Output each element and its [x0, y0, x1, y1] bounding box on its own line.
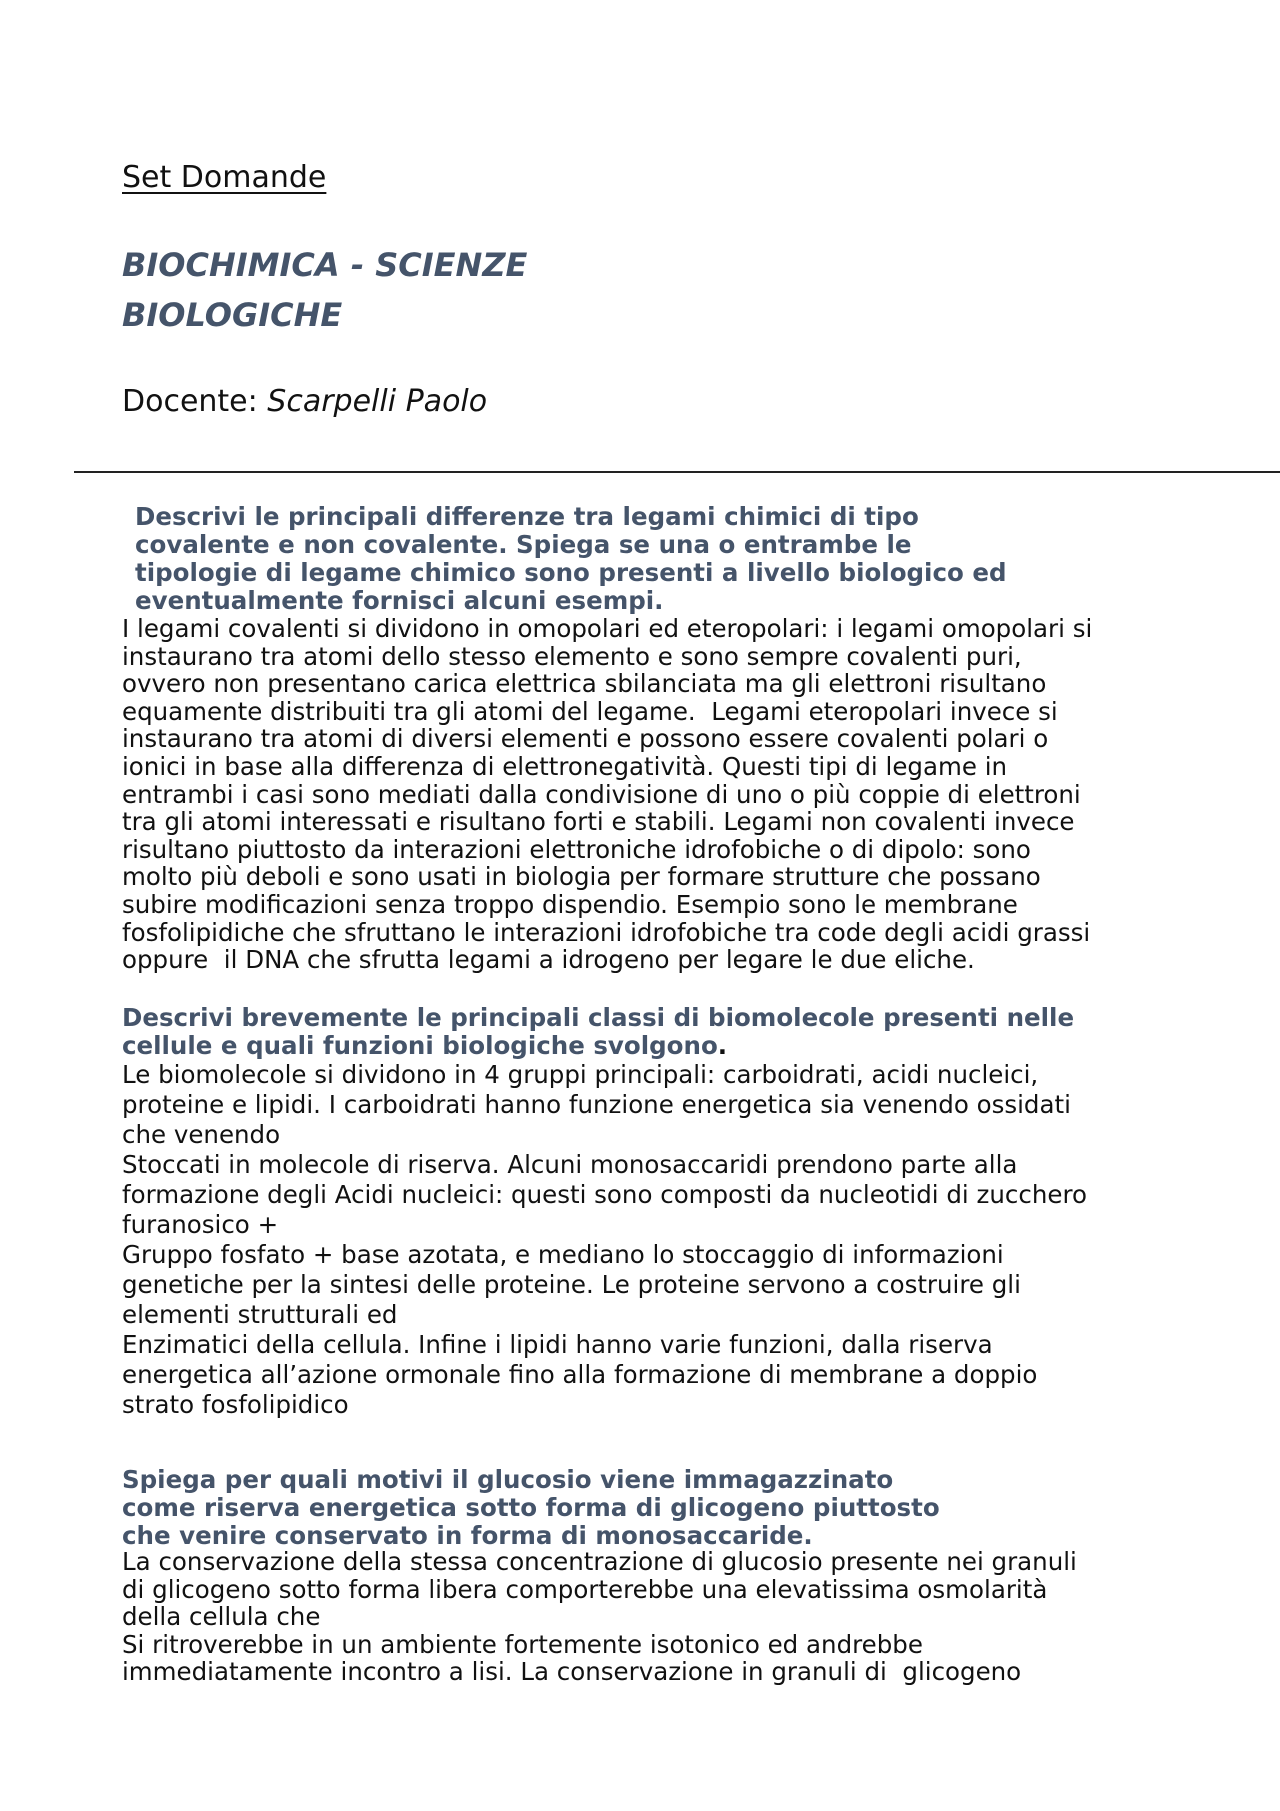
question-line: come riserva energetica sotto forma di glicogeno piuttosto [122, 1493, 940, 1522]
answer-line: elementi strutturali ed [122, 1300, 398, 1329]
answer-line: Le biomolecole si dividono in 4 gruppi principali: carboidrati, acidi nucleici, [122, 1060, 1039, 1089]
question-line: Descrivi brevemente le principali classi di biomolecole presenti nelle [122, 1003, 1075, 1032]
question-3 [122, 1466, 940, 1550]
answer-line: che venendo [122, 1120, 281, 1149]
course-title-line: BIOCHIMICA - SCIENZE [122, 246, 528, 284]
answer-3 [122, 1548, 1077, 1686]
answer-line: proteine e lipidi. I carboidrati hanno funzione energetica sia venendo ossidati [122, 1090, 1071, 1119]
answer-line: instaurano tra atomi dello stesso elemento e sono sempre covalenti puri, [122, 641, 1022, 671]
course-title [122, 240, 642, 340]
answer-line: fosfolipidiche che sfruttano le interazioni idrofobiche tra code degli acidi grassi [122, 917, 1091, 947]
course-title-line: BIOLOGICHE [122, 296, 343, 334]
question-line [122, 1032, 1074, 1060]
answer-line: genetiche per la sintesi delle proteine. Le proteine servono a costruire gli [122, 1270, 1021, 1299]
question-line: Descrivi le principali differenze tra legami chimici di tipo [135, 502, 919, 531]
question-end-punct: . [717, 1031, 728, 1060]
answer-line: energetica all’azione ormonale fino alla formazione di membrane a doppio [122, 1360, 1038, 1389]
answer-line: Si ritroverebbe in un ambiente fortemente isotonico ed andrebbe [122, 1629, 923, 1659]
answer-line: Stoccati in molecole di riserva. Alcuni monosaccaridi prendono parte alla [122, 1150, 1018, 1179]
question-line: che venire conservato in forma di monosaccaride. [122, 1521, 813, 1550]
answer-line: di glicogeno sotto forma libera comporterebbe una elevatissima osmolarità [122, 1574, 1048, 1604]
answer-line: ionici in base alla differenza di elettronegatività. Questi tipi di legame in [122, 751, 1008, 781]
answer-line: subire modificazioni senza troppo dispendio. Esempio sono le membrane [122, 889, 1018, 919]
question-2 [122, 1004, 1074, 1060]
question-line: eventualmente fornisci alcuni esempi. [135, 586, 664, 615]
answer-line: La conservazione della stessa concentrazione di glucosio presente nei granuli [122, 1547, 1077, 1576]
answer-line: Enzimatici della cellula. Infine i lipidi hanno varie funzioni, dalla riserva [122, 1330, 993, 1359]
teacher-line [122, 384, 487, 419]
question-line-text: cellule e quali funzioni biologiche svolgono [122, 1031, 718, 1060]
answer-2 [122, 1060, 1087, 1420]
header-divider [74, 471, 1280, 473]
answer-line: formazione degli Acidi nucleici: questi sono composti da nucleotidi di zucchero [122, 1180, 1087, 1209]
answer-line: equamente distribuiti tra gli atomi del legame. Legami eteropolari invece si [122, 696, 1058, 726]
question-line: tipologie di legame chimico sono presenti a livello biologico ed [135, 558, 1007, 587]
question-line: Spiega per quali motivi il glucosio viene immagazzinato [122, 1465, 894, 1494]
answer-line: oppure il DNA che sfrutta legami a idrogeno per legare le due eliche. [122, 945, 975, 975]
answer-line: furanosico + [122, 1210, 279, 1239]
answer-line: I legami covalenti si dividono in omopolari ed eteropolari: i legami omopolari si [122, 614, 1093, 643]
answer-line: risultano piuttosto da interazioni elettroniche idrofobiche o di dipolo: sono [122, 834, 1031, 864]
teacher-name: Scarpelli Paolo [267, 384, 488, 419]
answer-line: molto più deboli e sono usati in biologia per formare strutture che possano [122, 862, 1041, 892]
set-title: Set Domande [122, 160, 327, 195]
answer-line: instaurano tra atomi di diversi elementi e possono essere covalenti polari o [122, 724, 1049, 754]
answer-line: strato fosfolipidico [122, 1390, 349, 1419]
answer-line: della cellula che [122, 1602, 321, 1631]
answer-line: Gruppo fosfato + base azotata, e mediano lo stoccaggio di informazioni [122, 1240, 1004, 1269]
question-1 [135, 503, 1007, 615]
question-line: covalente e non covalente. Spiega se una o entrambe le [135, 530, 912, 559]
answer-line: ovvero non presentano carica elettrica sbilanciata ma gli elettroni risultano [122, 669, 1047, 699]
answer-line: immediatamente incontro a lisi. La conservazione in granuli di glicogeno [122, 1657, 1022, 1686]
teacher-label: Docente: [122, 384, 268, 419]
answer-1 [122, 615, 1092, 974]
answer-line: tra gli atomi interessati e risultano forti e stabili. Legami non covalenti invece [122, 807, 1075, 837]
answer-line: entrambi i casi sono mediati dalla condivisione di uno o più coppie di elettroni [122, 779, 1081, 809]
